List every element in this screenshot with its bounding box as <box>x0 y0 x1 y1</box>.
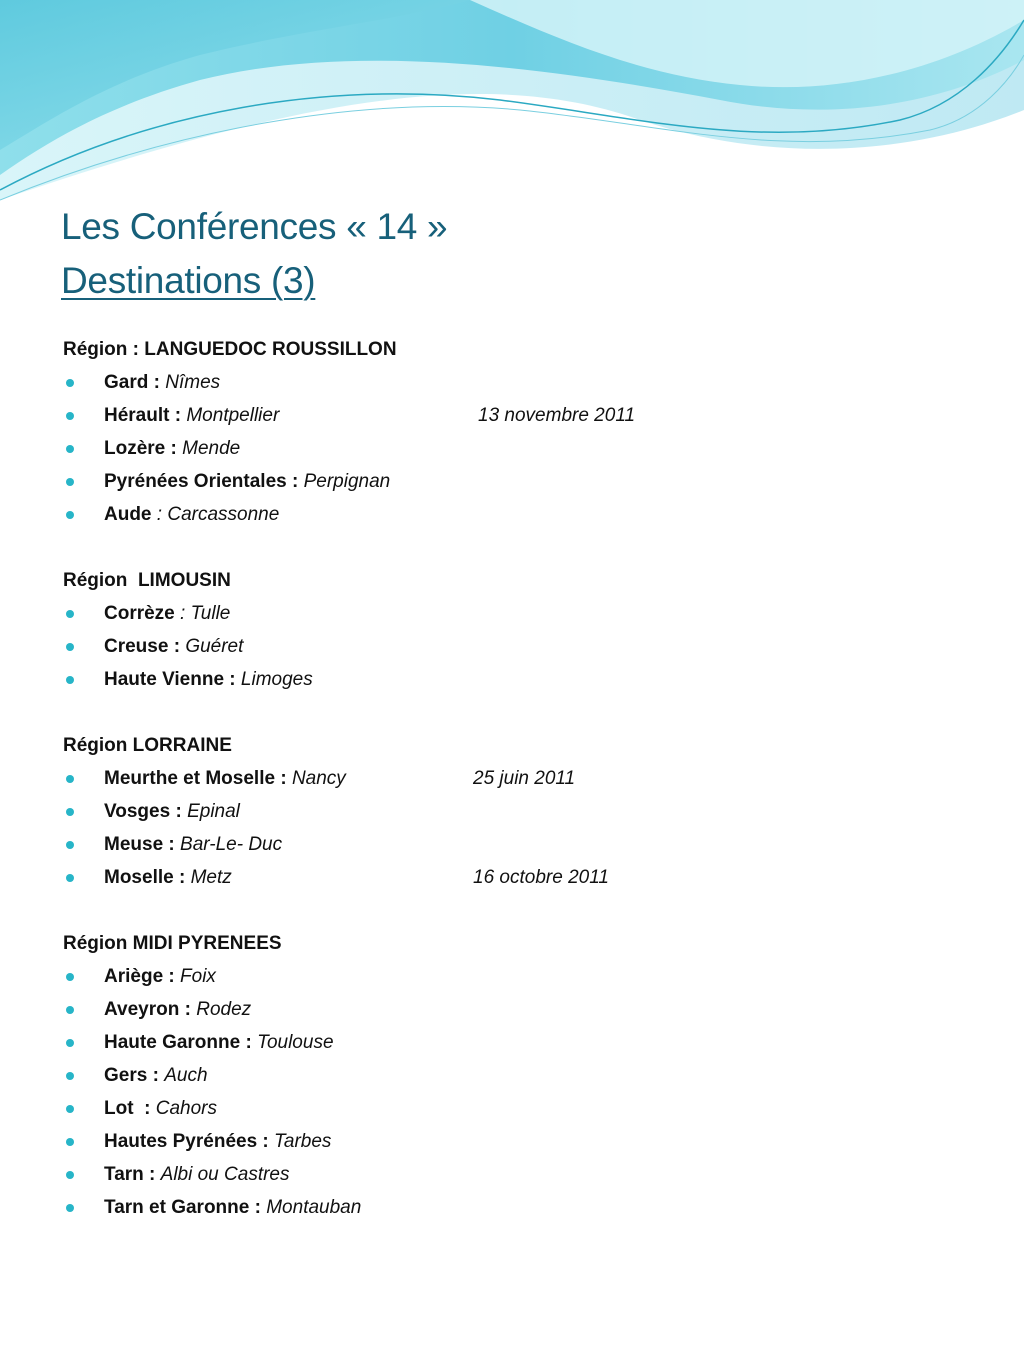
list-item <box>63 993 963 1026</box>
separator: : <box>168 636 186 657</box>
region-label: Région <box>63 735 133 756</box>
event-date: 16 octobre 2011 <box>473 867 609 888</box>
separator: : <box>151 504 168 525</box>
city-name: Cahors <box>155 1098 217 1119</box>
separator: : <box>163 966 181 987</box>
region-heading <box>63 927 963 960</box>
city-name: Carcassonne <box>167 504 280 525</box>
separator: : <box>170 801 188 822</box>
bullet-icon <box>66 841 74 849</box>
separator: : <box>179 999 197 1020</box>
bullet-icon <box>66 775 74 783</box>
region-name: LIMOUSIN <box>137 570 231 591</box>
separator: : <box>148 372 166 393</box>
bullet-icon <box>66 874 74 882</box>
list-item <box>63 1092 963 1125</box>
content-body <box>63 333 963 1224</box>
bullet-icon <box>66 1171 74 1179</box>
department-name: Meuse <box>104 834 164 855</box>
department-name: Lot <box>104 1098 134 1119</box>
list-item <box>63 828 963 861</box>
bullet-icon <box>66 445 74 453</box>
event-date: 25 juin 2011 <box>473 768 576 789</box>
department-name: Haute Vienne <box>104 669 225 690</box>
separator: : <box>257 1131 275 1152</box>
city-name: Epinal <box>187 801 240 822</box>
bullet-icon <box>66 1039 74 1047</box>
department-name: Hérault <box>104 405 170 426</box>
bullet-icon <box>66 412 74 420</box>
list-item <box>63 1125 963 1158</box>
city-name: Montpellier <box>186 405 280 426</box>
bullet-icon <box>66 973 74 981</box>
bullet-icon <box>66 478 74 486</box>
city-name: Mende <box>182 438 241 459</box>
city-name: Bar-Le- Duc <box>180 834 283 855</box>
city-name: Perpignan <box>303 471 391 492</box>
bullet-icon <box>66 808 74 816</box>
list-item <box>63 1158 963 1191</box>
bullet-icon <box>66 511 74 519</box>
separator: : <box>165 438 183 459</box>
bullet-icon <box>66 1138 74 1146</box>
separator: : <box>249 1197 267 1218</box>
city-name: Montauban <box>266 1197 362 1218</box>
city-name: Rodez <box>196 999 252 1020</box>
title-line-2: Destinations (3) <box>61 260 316 301</box>
city-name: Albi ou Castres <box>160 1164 290 1185</box>
department-name: Corrèze <box>104 603 175 624</box>
city-name: Tulle <box>190 603 231 624</box>
city-name: Toulouse <box>257 1032 334 1053</box>
region-label: Région <box>63 570 138 591</box>
list-item <box>63 399 963 432</box>
city-name: Nîmes <box>165 372 221 393</box>
separator: : <box>143 1164 161 1185</box>
city-name: Auch <box>164 1065 208 1086</box>
department-name: Moselle <box>104 867 174 888</box>
region-name: LORRAINE <box>132 735 232 756</box>
separator: : <box>286 471 304 492</box>
separator: : <box>163 834 181 855</box>
spacer <box>63 894 963 927</box>
department-name: Lozère <box>104 438 166 459</box>
list-item <box>63 465 963 498</box>
bullet-icon <box>66 1072 74 1080</box>
event-date: 13 novembre 2011 <box>478 405 636 426</box>
list-item <box>63 1026 963 1059</box>
separator: : <box>169 405 187 426</box>
department-name: Tarn <box>104 1164 144 1185</box>
city-name: Foix <box>180 966 216 987</box>
separator: : <box>147 1065 165 1086</box>
bullet-icon <box>66 1006 74 1014</box>
city-name: Nancy <box>291 768 346 789</box>
department-name: Haute Garonne <box>104 1032 241 1053</box>
separator: : <box>240 1032 258 1053</box>
department-name: Vosges <box>104 801 171 822</box>
region-heading <box>63 564 963 597</box>
region-label: Région <box>63 933 133 954</box>
list-item <box>63 663 963 696</box>
department-name: Pyrénées Orientales <box>104 471 287 492</box>
list-item <box>63 795 963 828</box>
bullet-icon <box>66 643 74 651</box>
separator: : <box>173 867 191 888</box>
bullet-icon <box>66 676 74 684</box>
department-name: Meurthe et Moselle <box>104 768 276 789</box>
region-name: MIDI PYRENEES <box>132 933 282 954</box>
department-name: Creuse <box>104 636 169 657</box>
separator: : <box>275 768 292 789</box>
bullet-icon <box>66 379 74 387</box>
separator: : <box>133 1098 156 1119</box>
department-name: Gard <box>104 372 149 393</box>
city-name: Guéret <box>185 636 244 657</box>
list-item <box>63 1191 963 1224</box>
region-label: Région : <box>63 339 145 360</box>
city-name: Limoges <box>240 669 313 690</box>
city-name: Metz <box>190 867 232 888</box>
bullet-icon <box>66 610 74 618</box>
list-item <box>63 960 963 993</box>
list-item <box>63 366 963 399</box>
department-name: Aveyron <box>104 999 180 1020</box>
region-heading <box>63 729 963 762</box>
separator: : <box>224 669 241 690</box>
list-item <box>63 630 963 663</box>
list-item <box>63 762 963 795</box>
title-line-1: Les Conférences « 14 » <box>61 206 448 247</box>
list-item <box>63 498 963 531</box>
region-name: LANGUEDOC ROUSSILLON <box>144 339 397 360</box>
list-item <box>63 432 963 465</box>
department-name: Hautes Pyrénées <box>104 1131 258 1152</box>
list-item <box>63 861 963 894</box>
department-name: Ariège <box>104 966 164 987</box>
bullet-icon <box>66 1105 74 1113</box>
list-item <box>63 597 963 630</box>
region-heading <box>63 333 963 366</box>
spacer <box>63 696 963 729</box>
city-name: Tarbes <box>274 1131 332 1152</box>
department-name: Gers <box>104 1065 148 1086</box>
wave-header-decoration <box>0 0 1024 215</box>
list-item <box>63 1059 963 1092</box>
slide-title <box>61 200 447 308</box>
spacer <box>63 531 963 564</box>
separator: : <box>174 603 191 624</box>
bullet-icon <box>66 1204 74 1212</box>
department-name: Tarn et Garonne <box>104 1197 250 1218</box>
department-name: Aude <box>104 504 152 525</box>
